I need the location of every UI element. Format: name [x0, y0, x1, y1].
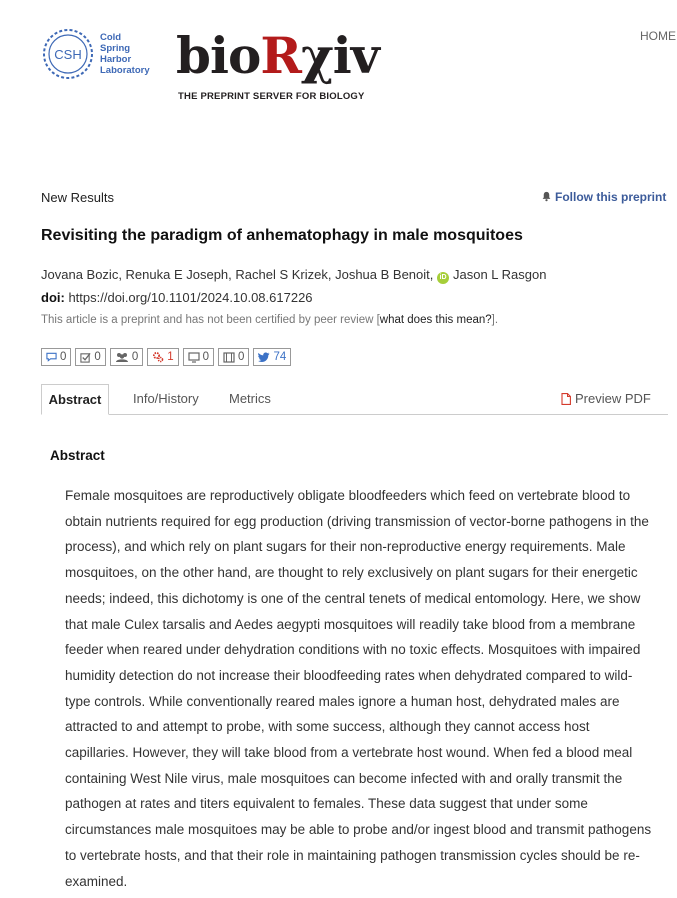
article-title: Revisiting the paradigm of anhematophagy in male mosquitoes [41, 227, 523, 244]
tab-abstract[interactable]: Abstract [41, 384, 109, 415]
csh-name: Cold Spring Harbor Laboratory [100, 32, 150, 76]
biorxiv-wordmark: bioRχiv [176, 26, 379, 85]
what-does-this-mean-link[interactable]: what does this mean? [379, 314, 492, 326]
home-link[interactable]: HOME [640, 29, 676, 43]
twitter-bird-icon [258, 352, 270, 362]
metrics-bar [41, 348, 291, 366]
checkbox-icon [80, 352, 91, 363]
biorxiv-logo[interactable] [176, 28, 386, 104]
peer-review-disclaimer: This article is a preprint and has not been certified by peer review [what does this mean?]. [41, 314, 499, 326]
media-badge[interactable]: 0 [183, 348, 214, 366]
comments-badge[interactable]: 0 [41, 348, 71, 366]
author-jason-rasgon[interactable]: Jason L Rasgon [453, 267, 547, 282]
article-tabs [41, 384, 668, 415]
pdf-file-icon [561, 393, 571, 405]
abstract-text: Female mosquitoes are reproductively obligate bloodfeeders which feed on vertebrate blood to obtain nutrients required for egg production (driving transmission of vector-borne pathogens in the process), and which rely on plant sugars for their non-reproductive energy requirements. Male mosquitoes, on the other hand, are thought to rely exclusively on plant sugars for their energetic needs; indeed, this dichotomy is one of the central tenets of medical entomology. Here, we show that male Culex tarsalis and Aedes aegypti mosquitoes will readily take blood from a membrane feeder when reared under dehydration conditions with no toxic effects. Mosquitoes with impaired humidity detection do not increase their bloodfeeding rates when dehydrated compared to wild-type controls. While conventionally reared males ignore a human host, dehydrated males are attracted to and attempt to probe, with some success, although they cannot access host capillaries. However, they will take blood from a vertebrate host wound. When fed a blood meal containing West Nile virus, male mosquitoes can become infected with and orally transmit the pathogen at rates and titers equivalent to females. These data suggest that under some circumstances male mosquitoes may be able to probe and/or ingest blood and transmit pathogens to vertebrate hosts, and that their role in maintaining pathogen transmission cycles should be re-examined. [65, 488, 652, 889]
community-badge[interactable]: 0 [110, 348, 143, 366]
gears-icon [152, 351, 164, 363]
comment-icon [46, 352, 57, 362]
article-category: New Results [41, 190, 114, 205]
csh-logo[interactable] [42, 28, 154, 80]
csh-seal-icon [42, 28, 94, 80]
videos-badge[interactable]: 0 [218, 348, 249, 366]
preview-pdf-link[interactable]: Preview PDF [561, 384, 651, 413]
users-icon [115, 352, 129, 363]
author-list: Jovana Bozic, Renuka E Joseph, Rachel S Krizek, Joshua B Benoit, iD Jason L Rasgon [41, 267, 547, 282]
follow-preprint-link[interactable]: Follow this preprint [541, 190, 666, 204]
orcid-icon[interactable]: iD [437, 272, 449, 284]
biorxiv-tagline: THE PREPRINT SERVER FOR BIOLOGY [178, 91, 365, 102]
bell-icon [541, 191, 552, 202]
abstract-heading: Abstract [50, 448, 105, 463]
tab-metrics[interactable]: Metrics [229, 391, 271, 406]
doi-link[interactable]: https://doi.org/10.1101/2024.10.08.617226 [68, 290, 313, 305]
tweets-badge[interactable]: 74 [253, 348, 291, 366]
reviews-badge[interactable]: 0 [75, 348, 105, 366]
altmetric-badge[interactable]: 1 [147, 348, 178, 366]
monitor-icon [188, 352, 200, 363]
tab-info-history[interactable]: Info/History [133, 391, 199, 406]
svg-text:CSH: CSH [54, 47, 82, 62]
doi-line: doi: https://doi.org/10.1101/2024.10.08.617226 [41, 290, 313, 305]
film-icon [223, 352, 235, 363]
